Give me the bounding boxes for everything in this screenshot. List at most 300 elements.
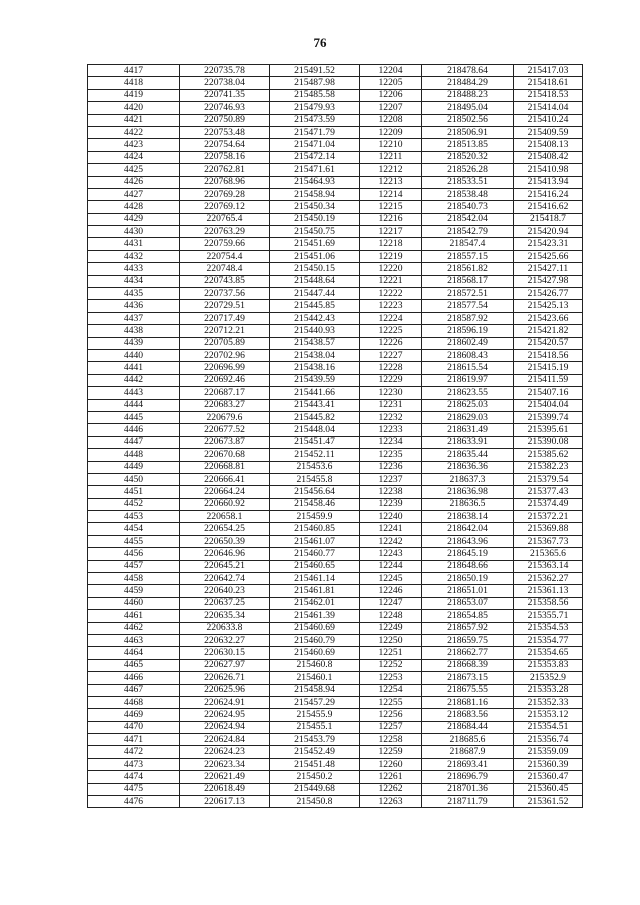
point-number-a-cell: 4454 (88, 523, 180, 535)
table-row (88, 201, 583, 213)
y-coordinate-b-cell: 215367.73 (514, 535, 583, 547)
point-number-b-cell: 12229 (360, 374, 422, 386)
table-row (88, 696, 583, 708)
table-row (88, 486, 583, 498)
table-row (88, 783, 583, 795)
point-number-a-cell: 4431 (88, 238, 180, 250)
x-coordinate-b-cell: 218650.19 (422, 573, 514, 585)
y-coordinate-a-cell: 215460.79 (270, 634, 360, 646)
y-coordinate-b-cell: 215379.54 (514, 473, 583, 485)
point-number-a-cell: 4444 (88, 399, 180, 411)
table-row (88, 337, 583, 349)
point-number-a-cell: 4447 (88, 436, 180, 448)
point-number-b-cell: 12213 (360, 176, 422, 188)
y-coordinate-a-cell: 215451.47 (270, 436, 360, 448)
point-number-a-cell: 4455 (88, 535, 180, 547)
y-coordinate-a-cell: 215460.85 (270, 523, 360, 535)
y-coordinate-b-cell: 215415.19 (514, 362, 583, 374)
y-coordinate-a-cell: 215458.94 (270, 188, 360, 200)
table-row (88, 659, 583, 671)
x-coordinate-b-cell: 218561.82 (422, 263, 514, 275)
y-coordinate-b-cell: 215390.08 (514, 436, 583, 448)
table-row (88, 263, 583, 275)
table-row (88, 548, 583, 560)
x-coordinate-a-cell: 220670.68 (180, 449, 270, 461)
x-coordinate-b-cell: 218488.23 (422, 89, 514, 101)
point-number-a-cell: 4434 (88, 275, 180, 287)
y-coordinate-b-cell: 215354.53 (514, 622, 583, 634)
table-row (88, 188, 583, 200)
table-row (88, 511, 583, 523)
point-number-a-cell: 4427 (88, 188, 180, 200)
point-number-a-cell: 4419 (88, 89, 180, 101)
y-coordinate-a-cell: 215458.46 (270, 498, 360, 510)
y-coordinate-a-cell: 215449.68 (270, 783, 360, 795)
y-coordinate-b-cell: 215374.49 (514, 498, 583, 510)
point-number-b-cell: 12244 (360, 560, 422, 572)
y-coordinate-a-cell: 215462.01 (270, 597, 360, 609)
y-coordinate-b-cell: 215423.66 (514, 312, 583, 324)
y-coordinate-b-cell: 215417.03 (514, 65, 583, 77)
y-coordinate-a-cell: 215442.43 (270, 312, 360, 324)
point-number-b-cell: 12218 (360, 238, 422, 250)
table-row (88, 288, 583, 300)
x-coordinate-a-cell: 220637.25 (180, 597, 270, 609)
table-row (88, 560, 583, 572)
x-coordinate-a-cell: 220626.71 (180, 672, 270, 684)
y-coordinate-b-cell: 215353.28 (514, 684, 583, 696)
point-number-b-cell: 12206 (360, 89, 422, 101)
x-coordinate-b-cell: 218557.15 (422, 250, 514, 262)
y-coordinate-b-cell: 215353.83 (514, 659, 583, 671)
point-number-a-cell: 4474 (88, 771, 180, 783)
point-number-a-cell: 4476 (88, 796, 180, 808)
y-coordinate-a-cell: 215438.57 (270, 337, 360, 349)
point-number-a-cell: 4432 (88, 250, 180, 262)
x-coordinate-a-cell: 220765.4 (180, 213, 270, 225)
table-row (88, 746, 583, 758)
y-coordinate-a-cell: 215450.8 (270, 796, 360, 808)
y-coordinate-b-cell: 215377.43 (514, 486, 583, 498)
x-coordinate-b-cell: 218602.49 (422, 337, 514, 349)
x-coordinate-a-cell: 220625.96 (180, 684, 270, 696)
point-number-a-cell: 4456 (88, 548, 180, 560)
x-coordinate-b-cell: 218637.3 (422, 473, 514, 485)
x-coordinate-a-cell: 220687.17 (180, 387, 270, 399)
point-number-a-cell: 4471 (88, 734, 180, 746)
y-coordinate-a-cell: 215447.44 (270, 288, 360, 300)
table-row (88, 151, 583, 163)
y-coordinate-a-cell: 215455.9 (270, 709, 360, 721)
point-number-b-cell: 12240 (360, 511, 422, 523)
x-coordinate-b-cell: 218684.44 (422, 721, 514, 733)
table-row (88, 176, 583, 188)
x-coordinate-b-cell: 218568.17 (422, 275, 514, 287)
x-coordinate-b-cell: 218502.56 (422, 114, 514, 126)
y-coordinate-b-cell: 215355.71 (514, 610, 583, 622)
point-number-b-cell: 12248 (360, 610, 422, 622)
point-number-a-cell: 4463 (88, 634, 180, 646)
x-coordinate-b-cell: 218659.75 (422, 634, 514, 646)
point-number-b-cell: 12262 (360, 783, 422, 795)
point-number-a-cell: 4457 (88, 560, 180, 572)
y-coordinate-a-cell: 215457.29 (270, 696, 360, 708)
point-number-b-cell: 12258 (360, 734, 422, 746)
y-coordinate-a-cell: 215453.79 (270, 734, 360, 746)
x-coordinate-a-cell: 220624.23 (180, 746, 270, 758)
x-coordinate-b-cell: 218683.56 (422, 709, 514, 721)
x-coordinate-a-cell: 220717.49 (180, 312, 270, 324)
point-number-b-cell: 12212 (360, 164, 422, 176)
point-number-a-cell: 4448 (88, 449, 180, 461)
x-coordinate-a-cell: 220666.41 (180, 473, 270, 485)
x-coordinate-b-cell: 218711.79 (422, 796, 514, 808)
table-row (88, 585, 583, 597)
point-number-a-cell: 4462 (88, 622, 180, 634)
y-coordinate-b-cell: 215354.77 (514, 634, 583, 646)
point-number-b-cell: 12211 (360, 151, 422, 163)
x-coordinate-b-cell: 218648.66 (422, 560, 514, 572)
y-coordinate-a-cell: 215471.79 (270, 126, 360, 138)
y-coordinate-b-cell: 215418.56 (514, 349, 583, 361)
y-coordinate-b-cell: 215408.42 (514, 151, 583, 163)
point-number-b-cell: 12230 (360, 387, 422, 399)
point-number-a-cell: 4449 (88, 461, 180, 473)
point-number-a-cell: 4423 (88, 139, 180, 151)
point-number-a-cell: 4424 (88, 151, 180, 163)
y-coordinate-a-cell: 215461.81 (270, 585, 360, 597)
x-coordinate-b-cell: 218542.04 (422, 213, 514, 225)
x-coordinate-b-cell: 218615.54 (422, 362, 514, 374)
table-row (88, 610, 583, 622)
y-coordinate-b-cell: 215361.13 (514, 585, 583, 597)
y-coordinate-a-cell: 215460.8 (270, 659, 360, 671)
point-number-b-cell: 12227 (360, 349, 422, 361)
y-coordinate-a-cell: 215451.69 (270, 238, 360, 250)
point-number-b-cell: 12253 (360, 672, 422, 684)
table-row (88, 275, 583, 287)
x-coordinate-a-cell: 220618.49 (180, 783, 270, 795)
point-number-b-cell: 12261 (360, 771, 422, 783)
point-number-a-cell: 4421 (88, 114, 180, 126)
table-row (88, 634, 583, 646)
point-number-b-cell: 12204 (360, 65, 422, 77)
point-number-b-cell: 12242 (360, 535, 422, 547)
x-coordinate-a-cell: 220646.96 (180, 548, 270, 560)
table-row (88, 374, 583, 386)
y-coordinate-a-cell: 215460.65 (270, 560, 360, 572)
table-row (88, 362, 583, 374)
x-coordinate-a-cell: 220633.8 (180, 622, 270, 634)
point-number-a-cell: 4437 (88, 312, 180, 324)
y-coordinate-b-cell: 215352.33 (514, 696, 583, 708)
point-number-a-cell: 4469 (88, 709, 180, 721)
x-coordinate-b-cell: 218685.6 (422, 734, 514, 746)
x-coordinate-a-cell: 220748.4 (180, 263, 270, 275)
x-coordinate-a-cell: 220624.95 (180, 709, 270, 721)
x-coordinate-a-cell: 220650.39 (180, 535, 270, 547)
point-number-b-cell: 12243 (360, 548, 422, 560)
x-coordinate-a-cell: 220624.84 (180, 734, 270, 746)
y-coordinate-a-cell: 215458.94 (270, 684, 360, 696)
y-coordinate-a-cell: 215485.58 (270, 89, 360, 101)
x-coordinate-a-cell: 220632.27 (180, 634, 270, 646)
x-coordinate-a-cell: 220750.89 (180, 114, 270, 126)
x-coordinate-a-cell: 220630.15 (180, 647, 270, 659)
table-row (88, 164, 583, 176)
x-coordinate-a-cell: 220623.34 (180, 758, 270, 770)
point-number-b-cell: 12235 (360, 449, 422, 461)
point-number-a-cell: 4418 (88, 77, 180, 89)
x-coordinate-b-cell: 218651.01 (422, 585, 514, 597)
point-number-b-cell: 12217 (360, 226, 422, 238)
x-coordinate-b-cell: 218693.41 (422, 758, 514, 770)
x-coordinate-a-cell: 220660.92 (180, 498, 270, 510)
table-row (88, 312, 583, 324)
x-coordinate-a-cell: 220705.89 (180, 337, 270, 349)
x-coordinate-b-cell: 218696.79 (422, 771, 514, 783)
x-coordinate-a-cell: 220654.25 (180, 523, 270, 535)
x-coordinate-a-cell: 220624.91 (180, 696, 270, 708)
x-coordinate-b-cell: 218547.4 (422, 238, 514, 250)
x-coordinate-a-cell: 220683.27 (180, 399, 270, 411)
y-coordinate-a-cell: 215441.66 (270, 387, 360, 399)
point-number-b-cell: 12207 (360, 102, 422, 114)
table-row (88, 300, 583, 312)
x-coordinate-b-cell: 218577.54 (422, 300, 514, 312)
point-number-b-cell: 12215 (360, 201, 422, 213)
y-coordinate-b-cell: 215359.09 (514, 746, 583, 758)
x-coordinate-b-cell: 218662.77 (422, 647, 514, 659)
y-coordinate-b-cell: 215356.74 (514, 734, 583, 746)
point-number-b-cell: 12246 (360, 585, 422, 597)
point-number-b-cell: 12250 (360, 634, 422, 646)
table-row (88, 65, 583, 77)
point-number-a-cell: 4470 (88, 721, 180, 733)
y-coordinate-b-cell: 215352.9 (514, 672, 583, 684)
x-coordinate-b-cell: 218629.03 (422, 411, 514, 423)
table-row (88, 684, 583, 696)
y-coordinate-a-cell: 215459.9 (270, 511, 360, 523)
point-number-a-cell: 4473 (88, 758, 180, 770)
y-coordinate-a-cell: 215451.48 (270, 758, 360, 770)
point-number-b-cell: 12254 (360, 684, 422, 696)
y-coordinate-a-cell: 215450.75 (270, 226, 360, 238)
point-number-b-cell: 12256 (360, 709, 422, 721)
table-row (88, 387, 583, 399)
x-coordinate-b-cell: 218506.91 (422, 126, 514, 138)
y-coordinate-b-cell: 215418.7 (514, 213, 583, 225)
point-number-a-cell: 4430 (88, 226, 180, 238)
y-coordinate-b-cell: 215427.11 (514, 263, 583, 275)
x-coordinate-a-cell: 220735.78 (180, 65, 270, 77)
point-number-b-cell: 12232 (360, 411, 422, 423)
point-number-b-cell: 12238 (360, 486, 422, 498)
y-coordinate-a-cell: 215460.69 (270, 622, 360, 634)
table-row (88, 709, 583, 721)
point-number-b-cell: 12205 (360, 77, 422, 89)
point-number-b-cell: 12231 (360, 399, 422, 411)
table-row (88, 325, 583, 337)
y-coordinate-b-cell: 215409.59 (514, 126, 583, 138)
y-coordinate-b-cell: 215360.39 (514, 758, 583, 770)
x-coordinate-b-cell: 218513.85 (422, 139, 514, 151)
y-coordinate-b-cell: 215385.62 (514, 449, 583, 461)
y-coordinate-b-cell: 215420.57 (514, 337, 583, 349)
table-row (88, 89, 583, 101)
x-coordinate-a-cell: 220673.87 (180, 436, 270, 448)
point-number-b-cell: 12220 (360, 263, 422, 275)
y-coordinate-b-cell: 215395.61 (514, 424, 583, 436)
x-coordinate-b-cell: 218542.79 (422, 226, 514, 238)
x-coordinate-b-cell: 218495.04 (422, 102, 514, 114)
x-coordinate-b-cell: 218681.16 (422, 696, 514, 708)
y-coordinate-a-cell: 215448.04 (270, 424, 360, 436)
y-coordinate-b-cell: 215354.65 (514, 647, 583, 659)
point-number-a-cell: 4436 (88, 300, 180, 312)
point-number-a-cell: 4451 (88, 486, 180, 498)
x-coordinate-b-cell: 218654.85 (422, 610, 514, 622)
x-coordinate-b-cell: 218619.97 (422, 374, 514, 386)
point-number-b-cell: 12234 (360, 436, 422, 448)
x-coordinate-b-cell: 218673.15 (422, 672, 514, 684)
x-coordinate-b-cell: 218642.04 (422, 523, 514, 535)
point-number-a-cell: 4472 (88, 746, 180, 758)
y-coordinate-b-cell: 215427.98 (514, 275, 583, 287)
y-coordinate-a-cell: 215471.04 (270, 139, 360, 151)
x-coordinate-a-cell: 220768.96 (180, 176, 270, 188)
y-coordinate-b-cell: 215410.98 (514, 164, 583, 176)
y-coordinate-a-cell: 215453.6 (270, 461, 360, 473)
table-row (88, 349, 583, 361)
point-number-b-cell: 12221 (360, 275, 422, 287)
x-coordinate-b-cell: 218596.19 (422, 325, 514, 337)
x-coordinate-a-cell: 220738.04 (180, 77, 270, 89)
x-coordinate-a-cell: 220763.29 (180, 226, 270, 238)
y-coordinate-b-cell: 215416.24 (514, 188, 583, 200)
point-number-a-cell: 4467 (88, 684, 180, 696)
table-row (88, 523, 583, 535)
point-number-a-cell: 4433 (88, 263, 180, 275)
point-number-a-cell: 4450 (88, 473, 180, 485)
x-coordinate-a-cell: 220743.85 (180, 275, 270, 287)
x-coordinate-b-cell: 218675.55 (422, 684, 514, 696)
point-number-a-cell: 4417 (88, 65, 180, 77)
y-coordinate-b-cell: 215425.13 (514, 300, 583, 312)
table-row (88, 796, 583, 808)
y-coordinate-a-cell: 215450.34 (270, 201, 360, 213)
x-coordinate-a-cell: 220642.74 (180, 573, 270, 585)
y-coordinate-b-cell: 215413.94 (514, 176, 583, 188)
point-number-a-cell: 4440 (88, 349, 180, 361)
x-coordinate-a-cell: 220640.23 (180, 585, 270, 597)
y-coordinate-b-cell: 215407.16 (514, 387, 583, 399)
y-coordinate-a-cell: 215456.64 (270, 486, 360, 498)
point-number-b-cell: 12210 (360, 139, 422, 151)
table-row (88, 498, 583, 510)
page-number: 76 (313, 35, 327, 50)
y-coordinate-a-cell: 215452.49 (270, 746, 360, 758)
x-coordinate-b-cell: 218623.55 (422, 387, 514, 399)
x-coordinate-a-cell: 220617.13 (180, 796, 270, 808)
table-row (88, 758, 583, 770)
x-coordinate-a-cell: 220762.81 (180, 164, 270, 176)
x-coordinate-a-cell: 220621.49 (180, 771, 270, 783)
x-coordinate-a-cell: 220692.46 (180, 374, 270, 386)
point-number-a-cell: 4465 (88, 659, 180, 671)
x-coordinate-b-cell: 218645.19 (422, 548, 514, 560)
x-coordinate-b-cell: 218701.36 (422, 783, 514, 795)
point-number-b-cell: 12228 (360, 362, 422, 374)
y-coordinate-a-cell: 215473.59 (270, 114, 360, 126)
x-coordinate-a-cell: 220702.96 (180, 349, 270, 361)
x-coordinate-b-cell: 218538.48 (422, 188, 514, 200)
y-coordinate-a-cell: 215450.19 (270, 213, 360, 225)
y-coordinate-b-cell: 215404.04 (514, 399, 583, 411)
y-coordinate-b-cell: 215372.21 (514, 511, 583, 523)
x-coordinate-b-cell: 218653.07 (422, 597, 514, 609)
point-number-b-cell: 12214 (360, 188, 422, 200)
point-number-b-cell: 12237 (360, 473, 422, 485)
table-row (88, 672, 583, 684)
x-coordinate-a-cell: 220759.66 (180, 238, 270, 250)
x-coordinate-a-cell: 220658.1 (180, 511, 270, 523)
x-coordinate-a-cell: 220696.99 (180, 362, 270, 374)
point-number-a-cell: 4439 (88, 337, 180, 349)
point-number-a-cell: 4429 (88, 213, 180, 225)
point-number-b-cell: 12239 (360, 498, 422, 510)
x-coordinate-a-cell: 220712.21 (180, 325, 270, 337)
point-number-b-cell: 12223 (360, 300, 422, 312)
table-row (88, 102, 583, 114)
y-coordinate-b-cell: 215408.13 (514, 139, 583, 151)
table-row (88, 771, 583, 783)
y-coordinate-b-cell: 215425.66 (514, 250, 583, 262)
point-number-a-cell: 4428 (88, 201, 180, 213)
point-number-b-cell: 12241 (360, 523, 422, 535)
point-number-a-cell: 4446 (88, 424, 180, 436)
point-number-b-cell: 12260 (360, 758, 422, 770)
point-number-b-cell: 12245 (360, 573, 422, 585)
y-coordinate-a-cell: 215460.77 (270, 548, 360, 560)
y-coordinate-b-cell: 215360.47 (514, 771, 583, 783)
x-coordinate-b-cell: 218484.29 (422, 77, 514, 89)
x-coordinate-a-cell: 220668.81 (180, 461, 270, 473)
y-coordinate-b-cell: 215421.82 (514, 325, 583, 337)
x-coordinate-a-cell: 220627.97 (180, 659, 270, 671)
x-coordinate-b-cell: 218625.03 (422, 399, 514, 411)
y-coordinate-b-cell: 215416.62 (514, 201, 583, 213)
table-row (88, 622, 583, 634)
y-coordinate-a-cell: 215461.07 (270, 535, 360, 547)
y-coordinate-b-cell: 215411.59 (514, 374, 583, 386)
table-row (88, 226, 583, 238)
x-coordinate-a-cell: 220754.4 (180, 250, 270, 262)
x-coordinate-b-cell: 218657.92 (422, 622, 514, 634)
y-coordinate-b-cell: 215353.12 (514, 709, 583, 721)
y-coordinate-a-cell: 215438.04 (270, 349, 360, 361)
point-number-a-cell: 4443 (88, 387, 180, 399)
table-row (88, 721, 583, 733)
table-row (88, 139, 583, 151)
x-coordinate-b-cell: 218478.64 (422, 65, 514, 77)
y-coordinate-a-cell: 215440.93 (270, 325, 360, 337)
point-number-b-cell: 12208 (360, 114, 422, 126)
table-row (88, 250, 583, 262)
point-number-b-cell: 12224 (360, 312, 422, 324)
point-number-b-cell: 12257 (360, 721, 422, 733)
point-number-a-cell: 4461 (88, 610, 180, 622)
